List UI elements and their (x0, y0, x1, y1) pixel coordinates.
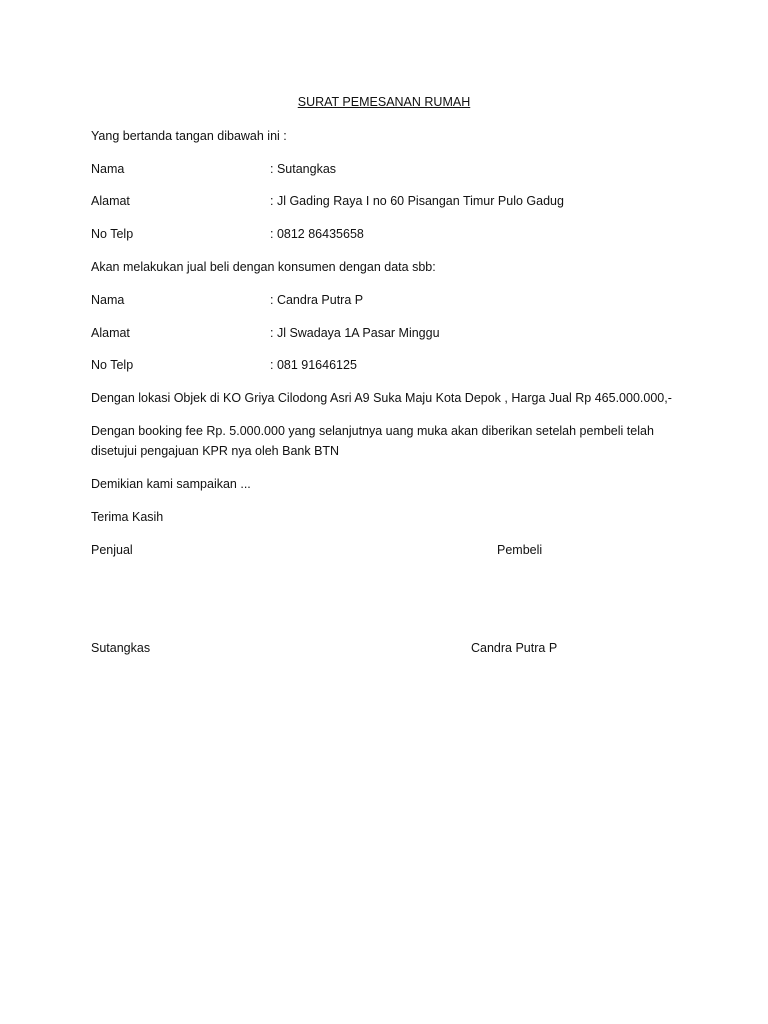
seller-phone-value: : 0812 86435658 (270, 227, 364, 241)
buyer-role-label: Pembeli (497, 543, 543, 557)
buyer-signature-name: Candra Putra P (471, 641, 558, 655)
buyer-phone-label: No Telp (91, 358, 134, 372)
closing-text: Demikian kami sampaikan ... (91, 477, 251, 491)
buyer-name-label: Nama (91, 293, 125, 307)
seller-name-label: Nama (91, 162, 125, 176)
seller-address-label: Alamat (91, 194, 130, 208)
intro-text: Yang bertanda tangan dibawah ini : (91, 129, 287, 143)
buyer-phone-value: : 081 91646125 (270, 358, 357, 372)
seller-phone-label: No Telp (91, 227, 134, 241)
seller-name-value: : Sutangkas (270, 162, 337, 176)
seller-role-label: Penjual (91, 543, 133, 557)
buyer-address-label: Alamat (91, 326, 130, 340)
buyer-intro-text: Akan melakukan jual beli dengan konsumen dengan data sbb: (91, 260, 436, 274)
document-title: SURAT PEMESANAN RUMAH (297, 95, 471, 109)
buyer-name-value: : Candra Putra P (270, 293, 364, 307)
seller-signature-name: Sutangkas (91, 641, 151, 655)
booking-paragraph: Dengan booking fee Rp. 5.000.000 yang selanjutnya uang muka akan diberikan setelah pembeli telah disetujui pengajuan KPR nya oleh Bank BTN (91, 424, 654, 458)
thanks-text: Terima Kasih (91, 510, 164, 524)
buyer-address-value: : Jl Swadaya 1A Pasar Minggu (270, 326, 440, 340)
location-paragraph: Dengan lokasi Objek di KO Griya Cilodong Asri A9 Suka Maju Kota Depok , Harga Jual Rp 465.000.000,- (91, 391, 672, 405)
seller-address-value: : Jl Gading Raya I no 60 Pisangan Timur Pulo Gadug (270, 194, 564, 208)
